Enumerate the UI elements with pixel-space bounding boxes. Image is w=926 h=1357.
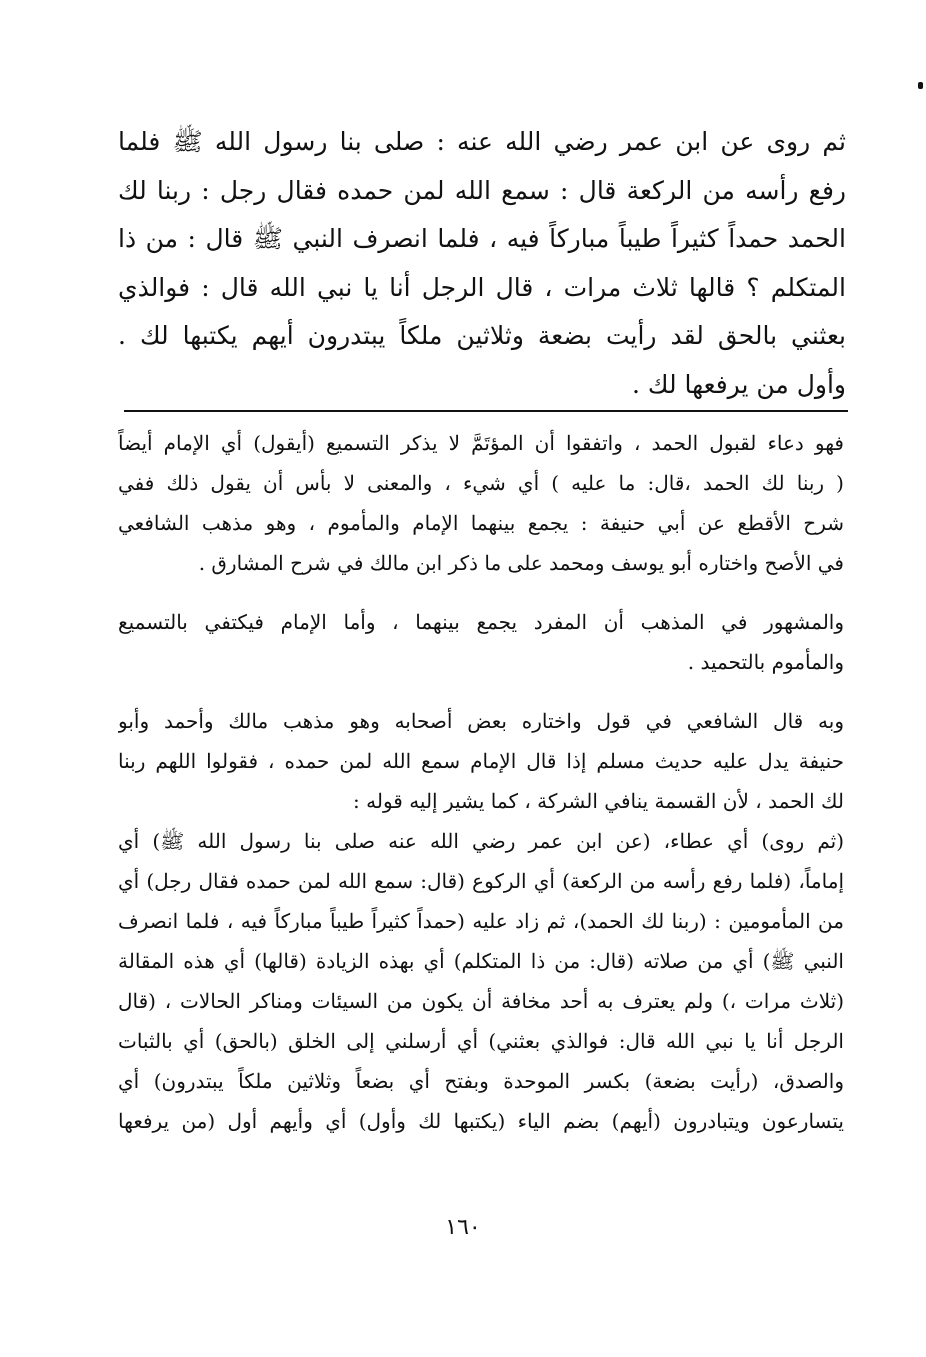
main-text-line: الحمد حمداً كثيراً طيباً مباركاً فيه ، فلما انصرف النبي ﷺ قال : من ذا bbox=[118, 224, 846, 253]
commentary-line: من المأمومين : (ربنا لك الحمد)، ثم زاد عليه (حمداً كثيراً طيباً مباركاً فيه ، فلما انصرف bbox=[118, 909, 844, 933]
commentary bbox=[118, 423, 844, 1141]
commentary-line: الرجل أنا يا نبي الله قال: فوالذي بعثني) أي أرسلني إلى الخلق (بالحق) أي بالثبات bbox=[118, 1029, 844, 1053]
commentary-line: إماماً، (فلما رفع رأسه من الركعة) أي الركوع (قال: سمع الله لمن حمده فقال رجل) أي bbox=[118, 869, 844, 893]
main-text-line: بعثني بالحق لقد رأيت بضعة وثلاثين ملكاً يبتدرون أيهم يكتبها لك . bbox=[118, 321, 846, 350]
main-text-line: رفع رأسه من الركعة قال : سمع الله لمن حمده فقال رجل : ربنا لك bbox=[118, 175, 846, 205]
commentary-line: (ثم روى) أي عطاء، (عن ابن عمر رضي الله عنه صلى بنا رسول الله ﷺ) أي bbox=[118, 829, 844, 853]
page-number: ١٦٠ bbox=[445, 1215, 481, 1240]
commentary-line: والمأموم بالتحميد . bbox=[687, 650, 844, 674]
main-text-line: المتكلم ؟ قالها ثلاث مرات ، قال الرجل أنا يا نبي الله قال : فوالذي bbox=[118, 272, 846, 302]
commentary-line: شرح الأقطع عن أبي حنيفة : يجمع بينهما الإمام والمأموم ، وهو مذهب الشافعي bbox=[118, 511, 844, 535]
commentary-line: وبه قال الشافعي في قول واختاره بعض أصحابه وهو مذهب مالك وأحمد وأبو bbox=[118, 709, 844, 733]
separator-rule bbox=[124, 410, 848, 412]
commentary-paragraph bbox=[118, 602, 844, 682]
commentary-line: في الأصح واختاره أبو يوسف ومحمد على ما ذكر ابن مالك في شرح المشارق . bbox=[198, 551, 844, 575]
main-text bbox=[118, 118, 846, 409]
commentary-line: حنيفة يدل عليه حديث مسلم إذا قال الإمام سمع الله لمن حمده ، فقولوا اللهم ربنا bbox=[118, 749, 844, 773]
commentary-line: والصدق، (رأيت بضعة) بكسر الموحدة وبفتح أي بضعاً وثلاثين ملكاً يبتدرون) أي bbox=[118, 1069, 844, 1093]
commentary-line: والمشهور في المذهب أن المفرد يجمع بينهما ، وأما الإمام فيكتفي بالتسميع bbox=[118, 610, 844, 634]
main-text-line: ثم روى عن ابن عمر رضي الله عنه : صلى بنا رسول الله ﷺ فلما bbox=[118, 127, 846, 156]
commentary-paragraph bbox=[118, 821, 844, 1141]
commentary-line: لك الحمد ، لأن القسمة ينافي الشركة ، كما يشير إليه قوله : bbox=[353, 789, 844, 813]
commentary-line: يتسارعون ويتبادرون (أيهم) بضم الياء (يكتبها لك وأول) أي وأيهم أول (من يرفعها bbox=[118, 1109, 844, 1133]
commentary-line: ( ربنا لك الحمد ،قال: ما عليه ) أي شيء ، والمعنى لا بأس أن يقول ذلك ففي bbox=[118, 471, 844, 495]
main-text-line: وأول من يرفعها لك . bbox=[631, 369, 846, 399]
commentary-line: النبي ﷺ) أي من صلاته (قال: من ذا المتكلم) أي بهذه الزيادة (قالها) أي هذه المقالة bbox=[118, 949, 844, 973]
commentary-paragraph bbox=[118, 423, 844, 583]
commentary-line: (ثلاث مرات ،) ولم يعترف به أحد مخافة أن يكون من السيئات ومناكر الحالات ، (قال bbox=[118, 989, 844, 1013]
margin-mark bbox=[918, 82, 923, 89]
commentary-paragraph bbox=[118, 701, 844, 821]
commentary-line: فهو دعاء لقبول الحمد ، واتفقوا أن المؤتَمَّ لا يذكر التسميع (أيقول) أي الإمام أيضاً bbox=[118, 431, 844, 455]
